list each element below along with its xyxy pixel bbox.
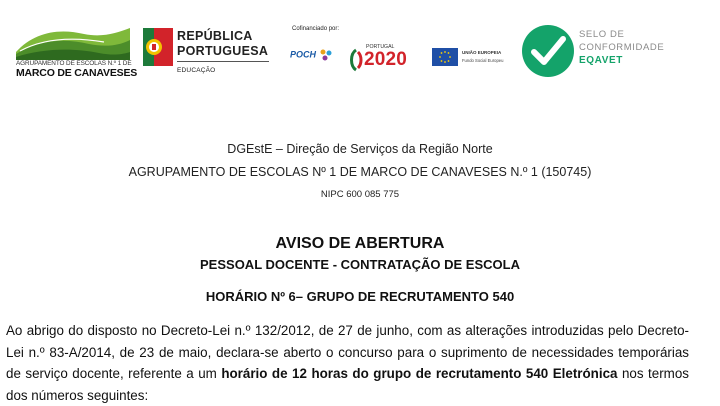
eu-flag-icon (432, 48, 458, 66)
eqavet-line3: EQAVET (579, 55, 623, 66)
eqavet-line1: SELO DE (579, 29, 625, 40)
poch-dots-icon (319, 48, 333, 62)
poch-logo (290, 48, 333, 62)
paragraph-part2: nos termos dos números seguintes: (6, 366, 689, 403)
nipc: NIPC 600 085 775 (320, 189, 400, 200)
uniao-europeia-label: UNIÃO EUROPEIA (462, 50, 502, 55)
republica-portuguesa-logo (143, 26, 273, 78)
republica-portuguesa-name (177, 29, 268, 59)
paragraph-bold: horário de 12 horas do grupo de recrutamento 540 Eletrónica (221, 366, 618, 381)
eqavet-check-badge-icon (521, 24, 575, 78)
portugal-2020-year: 2020 (364, 49, 408, 70)
org-line-agrupamento: AGRUPAMENTO DE ESCOLAS Nº 1 DE MARCO DE CANAVESES N.º 1 (150745) (128, 165, 592, 179)
header-logos (0, 0, 720, 90)
document-subtitle: PESSOAL DOCENTE - CONTRATAÇÃO DE ESCOLA (200, 257, 520, 272)
schedule-heading: HORÁRIO Nº 6– GRUPO DE RECRUTAMENTO 540 (205, 289, 515, 304)
cofinanciado-caption: Cofinanciado por: (292, 26, 340, 32)
agrupamento-logo-line1: AGRUPAMENTO DE ESCOLAS N.º 1 DE (16, 60, 132, 67)
eqavet-logo (521, 22, 691, 82)
org-line-dgeste: DGEstE – Direção de Serviços da Região Norte (227, 142, 493, 156)
fundo-social-label: Fundo Social Europeu (462, 58, 504, 63)
agrupamento-logo (14, 22, 138, 80)
landscape-hills-icon (14, 22, 132, 62)
document-title: AVISO DE ABERTURA (275, 235, 445, 252)
divider (177, 61, 269, 62)
republica-name-line1: REPÚBLICA (177, 29, 253, 43)
poch-text: POCH (290, 49, 317, 60)
body-paragraph (6, 320, 689, 406)
republica-name-line2: PORTUGUESA (177, 44, 269, 58)
agrupamento-logo-line2: MARCO DE CANAVESES (16, 67, 138, 79)
cofinanciado-logos (290, 26, 510, 76)
portugal-emblem-icon (143, 28, 173, 66)
portugal-2020-label: PORTUGAL (366, 44, 395, 50)
paragraph-part1: Ao abrigo do disposto no Decreto-Lei n.º 132/2012, de 27 de junho, com as alterações introduzidas pelo Decreto-Lei n.º 83-A/2014, de 23 de maio, declara-se aberto o concurso para o suprimento de necessidades temporárias de serviço docente, referente a um (6, 323, 689, 381)
eqavet-line2: CONFORMIDADE (579, 42, 665, 53)
republica-department: EDUCAÇÃO (177, 67, 216, 74)
portugal-2020-swirl-icon (348, 48, 364, 72)
